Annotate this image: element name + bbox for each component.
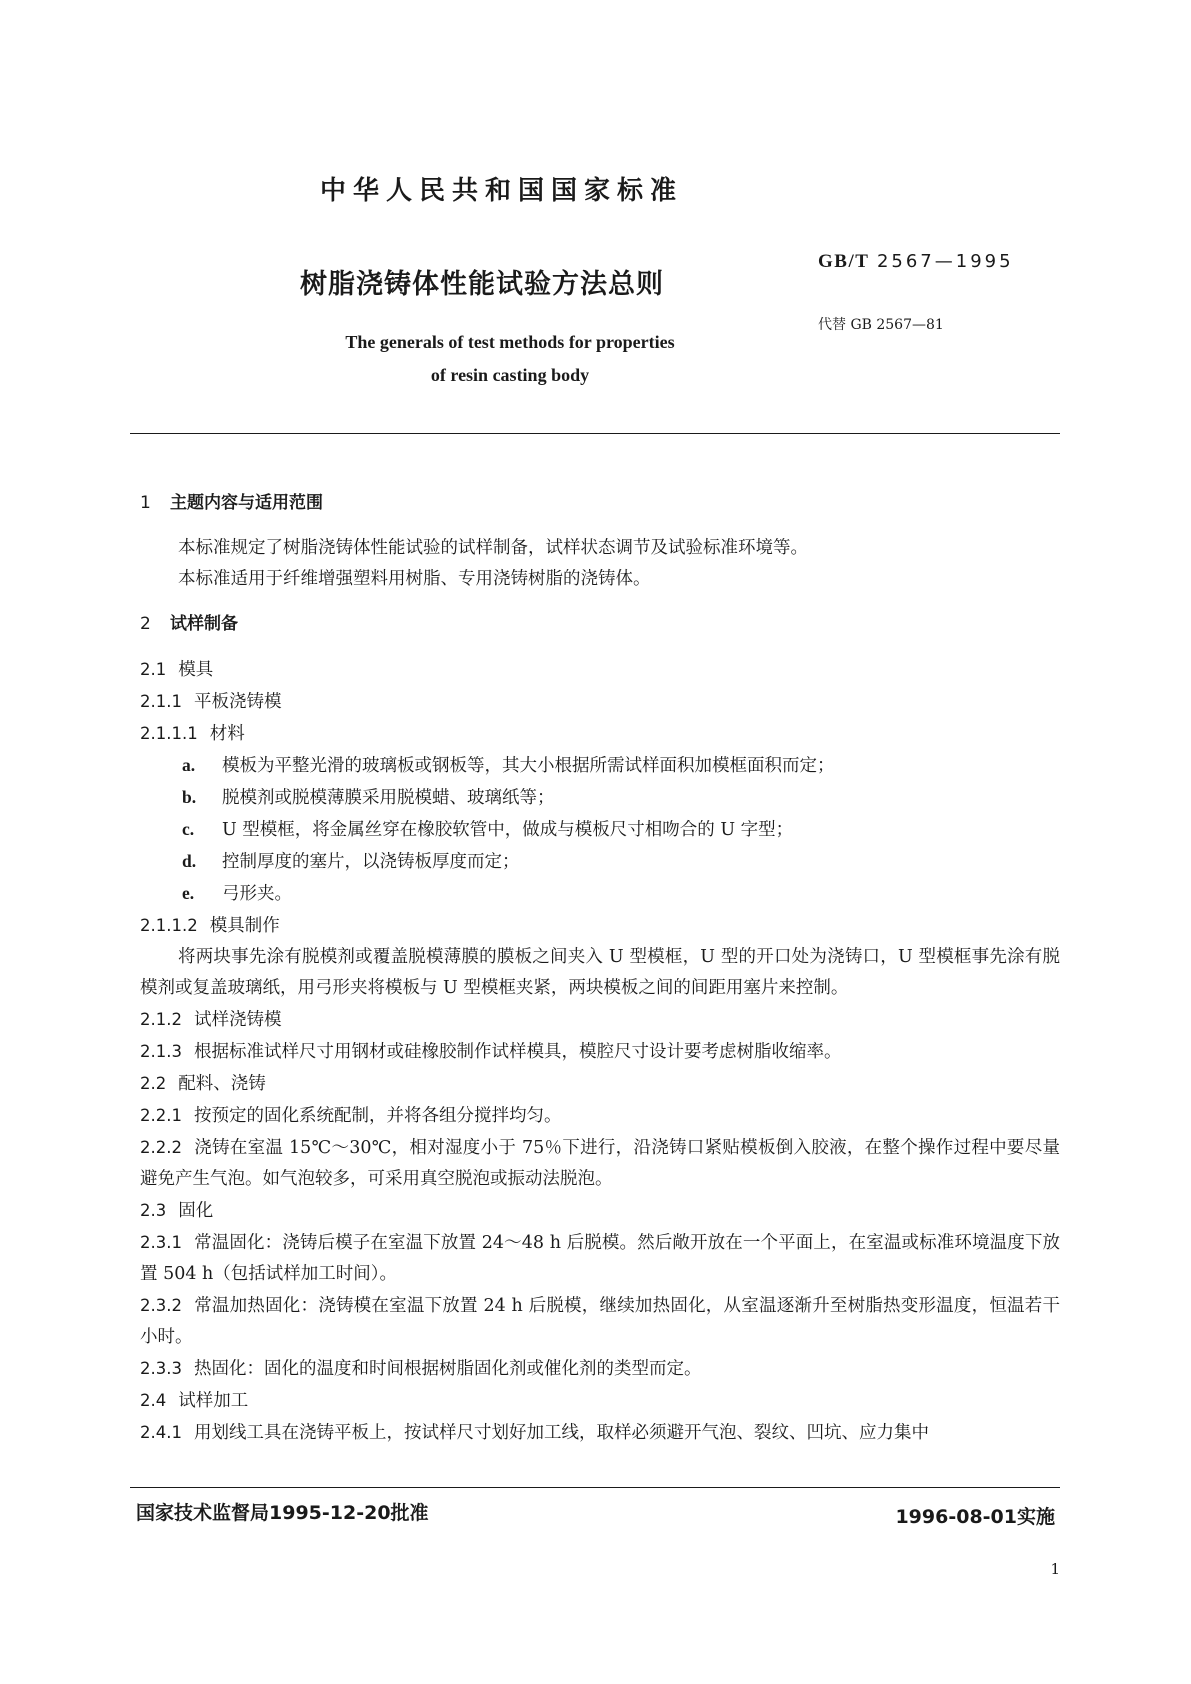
subsection-2-2 [140,1068,1060,1100]
section-heading-2 [140,609,1060,640]
subsection-2-1-3 [140,1036,1060,1068]
list-item-label: a. [182,755,196,775]
subsection-title: 配料、浇铸 [178,1074,266,1094]
list-item [140,814,1060,846]
section-heading-1 [140,488,1060,519]
subsection-number: 2.4 [140,1391,167,1410]
list-item-label: d. [182,851,197,871]
document-title-en-line2: of resin casting body [430,365,590,385]
subsection-2-2-1 [140,1100,1060,1132]
subsection-number: 2.1 [140,660,167,679]
subsection-number: 2.1.3 [140,1042,182,1061]
document-title-cn: 树脂浇铸体性能试验方法总则 [300,269,664,300]
national-standard-heading: 中华人民共和国国家标准 [320,176,684,206]
subsection-title: 模具制作 [209,916,280,936]
subsection-title: 平板浇铸模 [193,692,282,712]
standard-number: 2567—1995 [876,251,1014,272]
list-item-text: U 型模框，将金属丝穿在橡胶软管中，做成与模板尺寸相吻合的 U 字型； [222,820,794,840]
effective-date: 1996-08-01实施 [895,1506,1055,1528]
subsection-number: 2.3 [140,1201,167,1220]
list-item-label: e. [182,883,195,903]
header-divider [130,433,1060,434]
footer-divider [130,1487,1060,1488]
subsection-number: 2.2.1 [140,1106,182,1125]
subsection-2-3-1 [140,1227,1060,1290]
subsection-title: 模具 [178,660,214,680]
subsection-text: 常温加热固化：浇铸模在室温下放置 24 h 后脱模，继续加热固化，从室温逐渐升至树脂热变形温度，恒温若干小时。 [140,1296,1060,1347]
list-item-text: 控制厚度的塞片，以浇铸板厚度而定； [222,852,520,872]
standard-code [818,250,1014,273]
standard-prefix: GB/T [818,251,870,272]
paragraph: 本标准规定了树脂浇铸体性能试验的试样制备，试样状态调节及试验标准环境等。 [178,538,808,558]
subsection-2-3 [140,1195,1060,1227]
paragraph: 本标准适用于纤维增强塑料用树脂、专用浇铸树脂的浇铸体。 [178,569,651,589]
list-item-text: 模板为平整光滑的玻璃板或钢板等，其大小根据所需试样面积加模框面积而定； [222,756,835,776]
subsection-number: 2.3.1 [140,1233,182,1252]
subsection-number: 2.2 [140,1074,167,1093]
subsection-number: 2.1.2 [140,1010,182,1029]
subsection-2-3-3 [140,1353,1060,1385]
subsection-number: 2.3.2 [140,1296,182,1315]
list-item [140,782,1060,814]
subsection-text: 热固化：固化的温度和时间根据树脂固化剂或催化剂的类型而定。 [193,1359,702,1379]
subsection-2-1-2 [140,1004,1060,1036]
subsection-2-2-2 [140,1132,1060,1195]
subsection-title: 材料 [209,724,245,744]
subsection-text: 按预定的固化系统配制，并将各组分搅拌均匀。 [193,1106,562,1126]
replaces-note: 代替 GB 2567—81 [818,317,944,333]
section-number: 2 [140,614,151,634]
subsection-number: 2.1.1 [140,692,182,711]
subsection-number: 2.2.2 [140,1138,182,1157]
document-title-en-line1: The generals of test methods for properties [345,332,675,352]
list-item-label: b. [182,787,197,807]
subsection-title: 试样浇铸模 [193,1010,282,1030]
subsection-title: 固化 [178,1201,214,1221]
subsection-2-1-1-1 [140,718,1060,750]
document-body [140,488,1060,1449]
subsection-number: 2.3.3 [140,1359,182,1378]
section-title: 试样制备 [170,614,238,634]
subsection-title: 试样加工 [178,1391,249,1411]
subsection-number: 2.1.1.2 [140,916,198,935]
subsection-2-4-1 [140,1417,1060,1449]
list-item [140,750,1060,782]
approval-line: 国家技术监督局1995-12-20批准 [136,1502,429,1524]
subsection-2-3-2 [140,1290,1060,1353]
list-item-text: 弓形夹。 [222,884,292,904]
page-number: 1 [1050,1560,1060,1578]
list-item [140,878,1060,910]
subsection-number: 2.1.1.1 [140,724,198,743]
subsection-number: 2.4.1 [140,1423,182,1442]
list-item-text: 脱模剂或脱模薄膜采用脱模蜡、玻璃纸等； [222,788,555,808]
subsection-2-1-1-2 [140,910,1060,942]
subsection-2-1 [140,654,1060,686]
section-title: 主题内容与适用范围 [170,493,323,513]
subsection-text: 用划线工具在浇铸平板上，按试样尺寸划好加工线，取样必须避开气泡、裂纹、凹坑、应力集中 [193,1423,929,1443]
list-item [140,846,1060,878]
list-item-label: c. [182,819,195,839]
subsection-text: 常温固化：浇铸后模子在室温下放置 24～48 h 后脱模。然后敞开放在一个平面上，在室温或标准环境温度下放置 504 h（包括试样加工时间）。 [140,1233,1060,1284]
subsection-2-1-1 [140,686,1060,718]
section-number: 1 [140,493,151,513]
subsection-2-4 [140,1385,1060,1417]
document-title-en [250,326,770,392]
subsection-text: 根据标准试样尺寸用钢材或硅橡胶制作试样模具，模腔尺寸设计要考虑树脂收缩率。 [193,1042,842,1062]
paragraph: 将两块事先涂有脱模剂或覆盖脱模薄膜的膜板之间夹入 U 型模框，U 型的开口处为浇铸口，U 型模框事先涂有脱模剂或复盖玻璃纸，用弓形夹将模板与 U 型模框夹紧，两块模板之间的间距用塞片来控制。 [140,947,1060,998]
subsection-text: 浇铸在室温 15℃～30℃，相对湿度小于 75％下进行，沿浇铸口紧贴模板倒入胶液，在整个操作过程中要尽量避免产生气泡。如气泡较多，可采用真空脱泡或振动法脱泡。 [140,1138,1060,1189]
